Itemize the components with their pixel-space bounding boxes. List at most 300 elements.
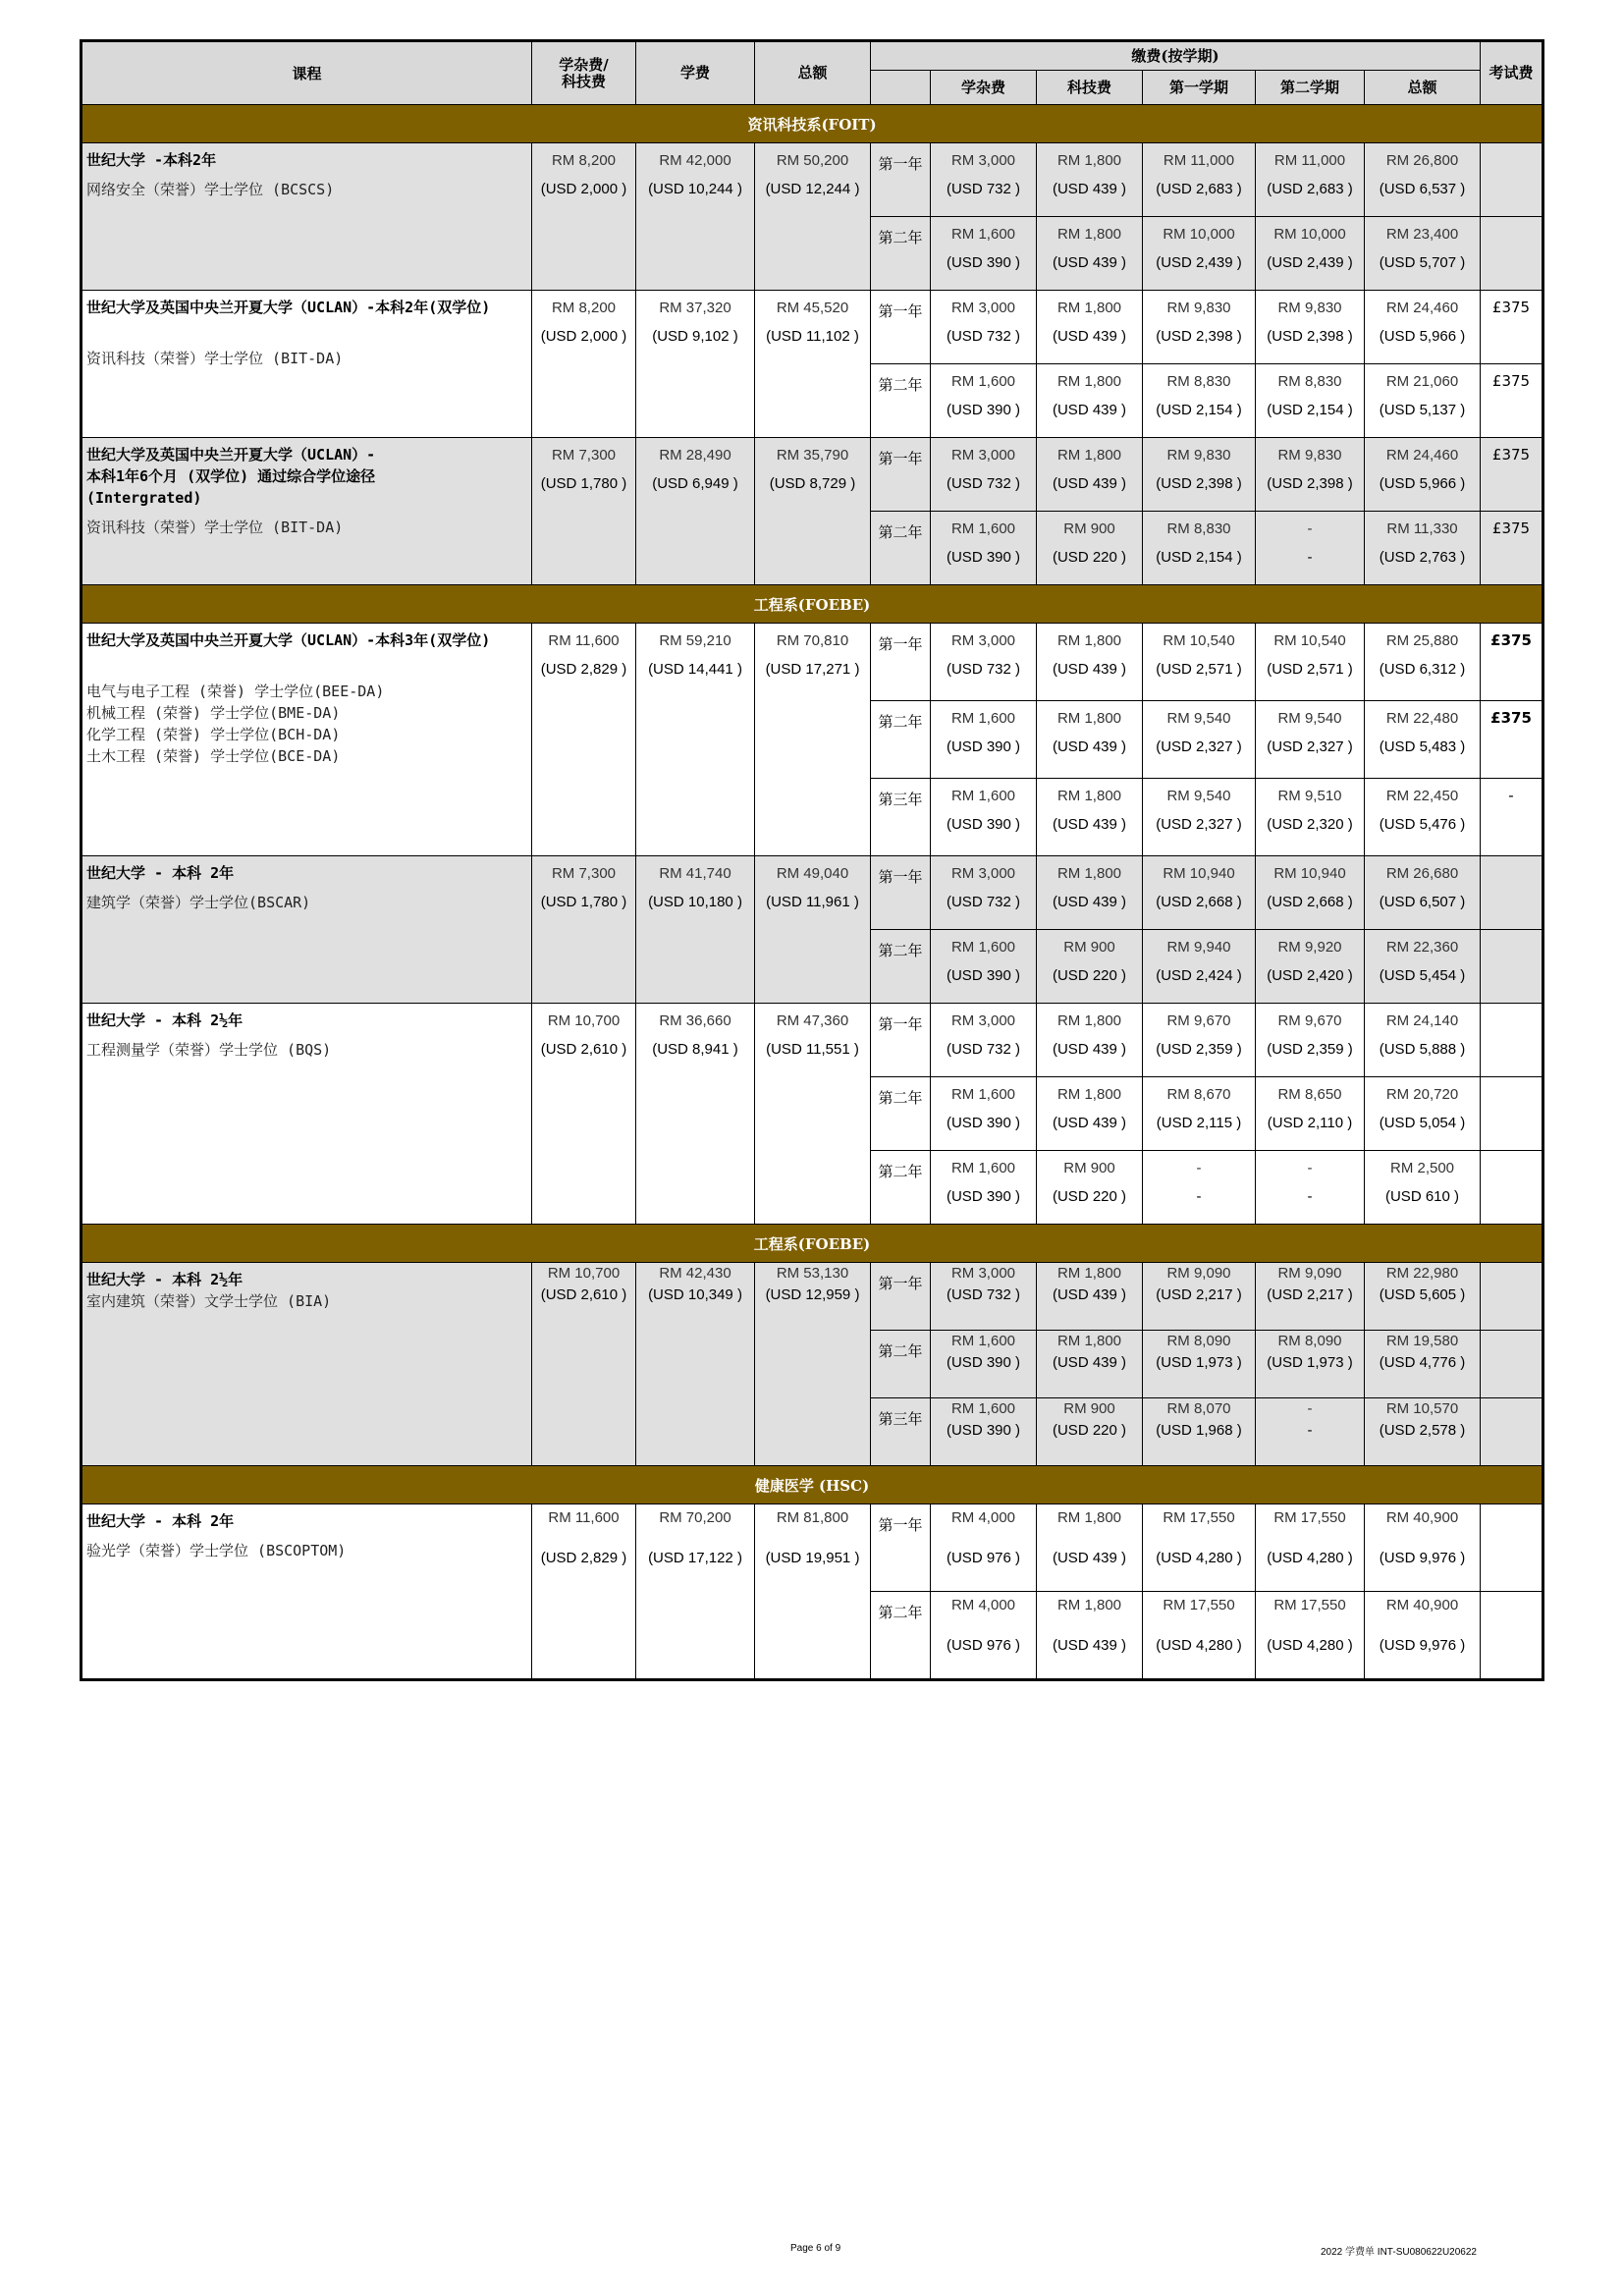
total-usd: (USD 8,729 ) xyxy=(769,475,856,492)
fee-usd: (USD 220 ) xyxy=(1052,549,1127,566)
misc-rm: RM 11,600 xyxy=(548,632,620,649)
fee-usd: (USD 2,154 ) xyxy=(1156,402,1242,418)
semester-fee-cell xyxy=(1256,779,1365,856)
semester-fee-cell xyxy=(1143,779,1256,856)
exam-fee xyxy=(1481,930,1543,1004)
semester-fee-cell xyxy=(1037,1504,1143,1592)
total-rm: RM 50,200 xyxy=(776,152,849,169)
semester-fee-cell xyxy=(931,1398,1037,1466)
total-usd: (USD 19,951 ) xyxy=(765,1550,860,1566)
semester-fee-cell xyxy=(1037,779,1143,856)
fee-usd: (USD 439 ) xyxy=(1052,1637,1127,1654)
semester-fee-cell xyxy=(1037,856,1143,930)
tuition-rm: RM 59,210 xyxy=(659,632,731,649)
fee-rm: RM 1,800 xyxy=(1056,1597,1122,1613)
semester-fee-cell xyxy=(1143,701,1256,779)
semester-fee-cell xyxy=(1256,701,1365,779)
fee-rm: RM 10,570 xyxy=(1385,1400,1459,1417)
fee-usd: (USD 439 ) xyxy=(1052,894,1127,910)
tuition-rm: RM 36,660 xyxy=(659,1012,731,1029)
total-usd: (USD 12,244 ) xyxy=(765,181,860,197)
fee-rm: RM 9,830 xyxy=(1166,300,1231,316)
semester-fee-cell xyxy=(1037,364,1143,438)
fee-rm: RM 26,680 xyxy=(1385,865,1459,882)
exam-fee xyxy=(1481,1504,1543,1592)
fee-usd: (USD 2,320 ) xyxy=(1267,816,1353,833)
program-total-cell xyxy=(755,624,871,856)
misc-usd: (USD 2,000 ) xyxy=(540,181,627,197)
fee-usd: (USD 6,312 ) xyxy=(1379,661,1466,678)
semester-fee-cell xyxy=(931,856,1037,930)
fee-rm: RM 10,000 xyxy=(1163,226,1235,243)
fee-usd: (USD 2,327 ) xyxy=(1156,738,1242,755)
tuition-rm: RM 42,000 xyxy=(659,152,731,169)
program-tuition-cell xyxy=(636,143,755,291)
fee-rm: RM 8,650 xyxy=(1277,1086,1342,1103)
semester-fee-cell xyxy=(931,364,1037,438)
semester-fee-cell xyxy=(1037,217,1143,291)
fee-usd: (USD 976 ) xyxy=(946,1637,1021,1654)
program-misc-cell xyxy=(532,438,636,585)
fee-usd: (USD 5,966 ) xyxy=(1379,328,1466,345)
fee-rm: RM 1,800 xyxy=(1056,710,1122,727)
program-total-cell xyxy=(755,856,871,1004)
fee-usd: (USD 4,280 ) xyxy=(1267,1550,1353,1566)
fee-rm: RM 1,800 xyxy=(1056,788,1122,804)
semester-fee-cell xyxy=(1143,1004,1256,1077)
fee-usd: (USD 5,888 ) xyxy=(1379,1041,1466,1058)
semester-fee-cell xyxy=(1365,1004,1481,1077)
program-degree: 验光学（荣誉）学士学位 (BSCOPTOM) xyxy=(86,1542,347,1559)
total-rm: RM 35,790 xyxy=(776,447,849,464)
semester-fee-cell xyxy=(931,779,1037,856)
fee-usd: (USD 732 ) xyxy=(946,181,1021,197)
section-header xyxy=(81,1466,1543,1504)
fee-usd: (USD 732 ) xyxy=(946,661,1021,678)
program-cell xyxy=(81,856,532,1004)
fee-rm: RM 1,800 xyxy=(1056,152,1122,169)
semester-fee-cell xyxy=(1365,217,1481,291)
semester-fee-cell xyxy=(1365,512,1481,585)
fee-rm: RM 8,830 xyxy=(1277,373,1342,390)
program-degree: 网络安全（荣誉）学士学位 (BCSCS) xyxy=(86,181,335,198)
section-title: 资讯科技系(FOIT) xyxy=(81,105,1543,143)
semester-fee-cell xyxy=(931,1004,1037,1077)
fee-usd: (USD 2,668 ) xyxy=(1267,894,1353,910)
fee-rm: RM 9,090 xyxy=(1277,1265,1342,1282)
fee-rm: RM 22,980 xyxy=(1385,1265,1459,1282)
fee-usd: (USD 1,973 ) xyxy=(1156,1354,1242,1371)
semester-fee-cell xyxy=(1365,1331,1481,1398)
fee-usd: (USD 439 ) xyxy=(1052,181,1127,197)
fee-usd: (USD 4,776 ) xyxy=(1379,1354,1466,1371)
fee-rm: RM 1,800 xyxy=(1056,632,1122,649)
exam-fee: £375 xyxy=(1481,624,1543,701)
fee-usd: (USD 732 ) xyxy=(946,328,1021,345)
program-degree: 室内建筑（荣誉）文学士学位 (BIA) xyxy=(86,1292,332,1310)
fee-rm: RM 24,460 xyxy=(1385,447,1459,464)
year-label: 第二年 xyxy=(871,1331,931,1398)
fee-rm: RM 1,600 xyxy=(950,788,1016,804)
program-row xyxy=(81,143,1543,217)
semester-fee-cell xyxy=(1365,930,1481,1004)
header-sub-sem2: 第二学期 xyxy=(1256,71,1365,105)
program-total-cell xyxy=(755,291,871,438)
year-label: 第一年 xyxy=(871,438,931,512)
fee-usd: (USD 5,483 ) xyxy=(1379,738,1466,755)
program-row xyxy=(81,291,1543,364)
fee-rm: RM 9,540 xyxy=(1166,710,1231,727)
fee-rm: - xyxy=(1307,520,1313,537)
fee-rm: RM 4,000 xyxy=(950,1509,1016,1526)
fee-rm: RM 10,000 xyxy=(1273,226,1346,243)
semester-fee-cell xyxy=(1256,856,1365,930)
fee-usd: (USD 2,359 ) xyxy=(1267,1041,1353,1058)
fee-usd: (USD 2,439 ) xyxy=(1156,254,1242,271)
fee-usd: (USD 1,968 ) xyxy=(1156,1422,1242,1439)
program-total-cell xyxy=(755,143,871,291)
exam-fee: £375 xyxy=(1481,291,1543,364)
fee-usd: (USD 439 ) xyxy=(1052,1041,1127,1058)
semester-fee-cell xyxy=(1256,512,1365,585)
tuition-rm: RM 70,200 xyxy=(659,1509,731,1526)
misc-rm: RM 8,200 xyxy=(551,300,617,316)
fee-rm: RM 10,540 xyxy=(1163,632,1235,649)
semester-fee-cell xyxy=(1365,1077,1481,1151)
semester-fee-cell xyxy=(1143,1151,1256,1225)
fee-rm: RM 17,550 xyxy=(1163,1597,1235,1613)
fee-rm: RM 11,000 xyxy=(1163,152,1235,169)
semester-fee-cell xyxy=(1365,779,1481,856)
fee-rm: RM 1,600 xyxy=(950,1333,1016,1349)
total-usd: (USD 17,271 ) xyxy=(765,661,860,678)
fee-usd: (USD 220 ) xyxy=(1052,1422,1127,1439)
program-misc-cell xyxy=(532,1263,636,1466)
fee-rm: RM 10,540 xyxy=(1273,632,1346,649)
fee-usd: (USD 2,424 ) xyxy=(1156,967,1242,984)
program-tuition-cell xyxy=(636,856,755,1004)
semester-fee-cell xyxy=(1143,1398,1256,1466)
exam-fee: £375 xyxy=(1481,701,1543,779)
fee-usd: (USD 2,398 ) xyxy=(1156,328,1242,345)
header-payment: 缴费(按学期) xyxy=(871,41,1481,71)
program-cell xyxy=(81,291,532,438)
semester-fee-cell xyxy=(1365,291,1481,364)
fee-usd: (USD 390 ) xyxy=(946,1188,1021,1205)
section-header xyxy=(81,105,1543,143)
fee-rm: RM 9,090 xyxy=(1166,1265,1231,1282)
fee-usd: (USD 4,280 ) xyxy=(1156,1637,1242,1654)
fee-usd: (USD 439 ) xyxy=(1052,738,1127,755)
fee-usd: (USD 2,217 ) xyxy=(1156,1286,1242,1303)
program-degree: 电气与电子工程 (荣誉) 学士学位(BEE-DA) 机械工程 (荣誉) 学士学位(BME-DA) 化学工程 (荣誉) 学士学位(BCH-DA) 土木工程 (荣誉) 学士学位(BCE-DA) xyxy=(86,683,385,765)
fee-rm: RM 1,800 xyxy=(1056,373,1122,390)
semester-fee-cell xyxy=(1037,291,1143,364)
fee-rm: RM 22,480 xyxy=(1385,710,1459,727)
program-cell xyxy=(81,1504,532,1680)
fee-rm: RM 9,830 xyxy=(1166,447,1231,464)
fee-rm: RM 23,400 xyxy=(1385,226,1459,243)
semester-fee-cell xyxy=(1037,1004,1143,1077)
fee-usd: (USD 390 ) xyxy=(946,254,1021,271)
fee-usd: (USD 9,976 ) xyxy=(1379,1550,1466,1566)
semester-fee-cell xyxy=(1365,438,1481,512)
fee-usd: (USD 5,476 ) xyxy=(1379,816,1466,833)
fee-usd: (USD 2,327 ) xyxy=(1267,738,1353,755)
misc-usd: (USD 1,780 ) xyxy=(540,894,627,910)
program-cell xyxy=(81,438,532,585)
fee-rm: RM 10,940 xyxy=(1163,865,1235,882)
program-degree: 资讯科技（荣誉）学士学位 (BIT-DA) xyxy=(86,519,344,536)
fee-rm: RM 3,000 xyxy=(950,1012,1016,1029)
fee-usd: (USD 2,327 ) xyxy=(1156,816,1242,833)
misc-usd: (USD 1,780 ) xyxy=(540,475,627,492)
semester-fee-cell xyxy=(1143,291,1256,364)
fee-rm: RM 21,060 xyxy=(1385,373,1459,390)
misc-rm: RM 8,200 xyxy=(551,152,617,169)
fee-usd: (USD 390 ) xyxy=(946,402,1021,418)
program-title: 世纪大学 - 本科 2½年 xyxy=(86,1271,244,1288)
semester-fee-cell xyxy=(1365,856,1481,930)
semester-fee-cell xyxy=(1037,143,1143,217)
exam-fee xyxy=(1481,1004,1543,1077)
fee-rm: RM 3,000 xyxy=(950,632,1016,649)
total-rm: RM 70,810 xyxy=(776,632,849,649)
fee-rm: RM 1,600 xyxy=(950,226,1016,243)
semester-fee-cell xyxy=(1143,930,1256,1004)
semester-fee-cell xyxy=(931,217,1037,291)
fee-rm: RM 19,580 xyxy=(1385,1333,1459,1349)
program-degree: 工程测量学（荣誉）学士学位 (BQS) xyxy=(86,1041,332,1059)
tuition-usd: (USD 6,949 ) xyxy=(652,475,738,492)
fee-rm: RM 9,510 xyxy=(1277,788,1342,804)
fee-rm: RM 24,140 xyxy=(1385,1012,1459,1029)
program-total-cell xyxy=(755,1004,871,1225)
fee-usd: (USD 4,280 ) xyxy=(1267,1637,1353,1654)
year-label: 第一年 xyxy=(871,624,931,701)
year-label: 第二年 xyxy=(871,217,931,291)
tuition-usd: (USD 10,349 ) xyxy=(648,1286,742,1303)
fee-rm: RM 3,000 xyxy=(950,447,1016,464)
program-tuition-cell xyxy=(636,291,755,438)
program-tuition-cell xyxy=(636,1004,755,1225)
misc-rm: RM 7,300 xyxy=(551,865,617,882)
semester-fee-cell xyxy=(1365,1263,1481,1331)
section-title: 健康医学 (HSC) xyxy=(81,1466,1543,1504)
misc-usd: (USD 2,610 ) xyxy=(540,1041,627,1058)
fee-usd: (USD 390 ) xyxy=(946,549,1021,566)
total-rm: RM 45,520 xyxy=(776,300,849,316)
misc-rm: RM 10,700 xyxy=(547,1265,621,1282)
total-rm: RM 47,360 xyxy=(776,1012,849,1029)
header-sub-sem1: 第一学期 xyxy=(1143,71,1256,105)
tuition-usd: (USD 17,122 ) xyxy=(648,1550,742,1566)
semester-fee-cell xyxy=(1143,1331,1256,1398)
tuition-usd: (USD 9,102 ) xyxy=(652,328,738,345)
tuition-rm: RM 37,320 xyxy=(659,300,731,316)
fee-usd: (USD 439 ) xyxy=(1052,254,1127,271)
fee-usd: (USD 5,137 ) xyxy=(1379,402,1466,418)
fee-rm: RM 17,550 xyxy=(1163,1509,1235,1526)
fee-rm: RM 1,600 xyxy=(950,1400,1016,1417)
semester-fee-cell xyxy=(1143,1077,1256,1151)
total-usd: (USD 11,961 ) xyxy=(766,894,859,910)
fee-usd: (USD 390 ) xyxy=(946,1115,1021,1131)
fee-usd: (USD 732 ) xyxy=(946,1286,1021,1303)
exam-fee xyxy=(1481,1592,1543,1680)
fee-rm: RM 9,540 xyxy=(1166,788,1231,804)
semester-fee-cell xyxy=(1037,624,1143,701)
semester-fee-cell xyxy=(1037,1077,1143,1151)
fee-rm: RM 9,830 xyxy=(1277,447,1342,464)
program-tuition-cell xyxy=(636,624,755,856)
semester-fee-cell xyxy=(1143,856,1256,930)
semester-fee-cell xyxy=(1365,624,1481,701)
tuition-usd: (USD 10,180 ) xyxy=(648,894,742,910)
program-title: 世纪大学及英国中央兰开夏大学（UCLAN）-本科2年(双学位) xyxy=(86,299,491,316)
fee-usd: (USD 439 ) xyxy=(1052,1354,1127,1371)
year-label: 第二年 xyxy=(871,1151,931,1225)
header-sub-total: 总额 xyxy=(1365,71,1481,105)
program-row xyxy=(81,624,1543,701)
semester-fee-cell xyxy=(1256,1504,1365,1592)
semester-fee-cell xyxy=(1256,438,1365,512)
exam-fee xyxy=(1481,1151,1543,1225)
fee-rm: RM 17,550 xyxy=(1273,1597,1346,1613)
semester-fee-cell xyxy=(1037,930,1143,1004)
fee-rm: RM 8,830 xyxy=(1166,373,1231,390)
year-label: 第一年 xyxy=(871,1504,931,1592)
year-label: 第一年 xyxy=(871,291,931,364)
fee-usd: (USD 220 ) xyxy=(1052,967,1127,984)
fee-usd: (USD 2,359 ) xyxy=(1156,1041,1242,1058)
program-tuition-cell xyxy=(636,438,755,585)
semester-fee-cell xyxy=(1256,1398,1365,1466)
total-usd: (USD 11,551 ) xyxy=(766,1041,859,1058)
exam-fee: £375 xyxy=(1481,364,1543,438)
program-title: 世纪大学及英国中央兰开夏大学（UCLAN）-本科3年(双学位) xyxy=(86,631,491,649)
fee-rm: RM 9,540 xyxy=(1277,710,1342,727)
semester-fee-cell xyxy=(931,438,1037,512)
section-header xyxy=(81,1225,1543,1263)
semester-fee-cell xyxy=(1143,1592,1256,1680)
semester-fee-cell xyxy=(1143,217,1256,291)
fee-usd: (USD 2,398 ) xyxy=(1156,475,1242,492)
program-title: 世纪大学 -本科2年 xyxy=(86,151,217,169)
fee-rm: RM 8,090 xyxy=(1166,1333,1231,1349)
program-cell xyxy=(81,624,532,856)
section-header xyxy=(81,585,1543,624)
fee-usd: (USD 2,683 ) xyxy=(1267,181,1353,197)
fee-rm: RM 1,600 xyxy=(950,373,1016,390)
exam-fee: £375 xyxy=(1481,512,1543,585)
semester-fee-cell xyxy=(931,1151,1037,1225)
semester-fee-cell xyxy=(931,512,1037,585)
fee-usd: (USD 2,571 ) xyxy=(1267,661,1353,678)
tuition-usd: (USD 8,941 ) xyxy=(652,1041,738,1058)
fee-usd: (USD 439 ) xyxy=(1052,816,1127,833)
header-misc-tech: 学杂费/ 科技费 xyxy=(532,41,636,105)
fee-rm: RM 2,500 xyxy=(1389,1160,1455,1176)
fee-rm: - xyxy=(1307,1160,1313,1176)
header-sub-misc: 学杂费 xyxy=(931,71,1037,105)
semester-fee-cell xyxy=(1037,438,1143,512)
program-title: 世纪大学及英国中央兰开夏大学（UCLAN）- 本科1年6个月 (双学位) 通过综合学位途径 (Intergrated) xyxy=(86,446,376,507)
semester-fee-cell xyxy=(1037,512,1143,585)
program-misc-cell xyxy=(532,1004,636,1225)
tuition-usd: (USD 14,441 ) xyxy=(648,661,742,678)
exam-fee xyxy=(1481,1077,1543,1151)
semester-fee-cell xyxy=(1143,364,1256,438)
fee-rm: RM 1,800 xyxy=(1056,1086,1122,1103)
fee-usd: (USD 2,668 ) xyxy=(1156,894,1242,910)
semester-fee-cell xyxy=(1256,143,1365,217)
semester-fee-cell xyxy=(1365,701,1481,779)
fee-rm: RM 9,920 xyxy=(1277,939,1342,956)
program-total-cell xyxy=(755,1504,871,1680)
semester-fee-cell xyxy=(1365,364,1481,438)
fee-rm: RM 1,800 xyxy=(1056,1509,1122,1526)
fee-rm: RM 1,600 xyxy=(950,1160,1016,1176)
year-label: 第二年 xyxy=(871,930,931,1004)
fee-usd: (USD 439 ) xyxy=(1052,1550,1127,1566)
fee-rm: RM 9,830 xyxy=(1277,300,1342,316)
year-label: 第一年 xyxy=(871,856,931,930)
table-header xyxy=(81,41,1543,105)
program-total-cell xyxy=(755,438,871,585)
fee-rm: RM 8,830 xyxy=(1166,520,1231,537)
exam-fee xyxy=(1481,1398,1543,1466)
exam-fee: £375 xyxy=(1481,438,1543,512)
semester-fee-cell xyxy=(1256,291,1365,364)
fee-rm: RM 25,880 xyxy=(1385,632,1459,649)
fee-rm: RM 900 xyxy=(1063,520,1115,537)
year-label: 第一年 xyxy=(871,143,931,217)
fee-rm: RM 10,940 xyxy=(1273,865,1346,882)
fee-rm: RM 1,600 xyxy=(950,710,1016,727)
semester-fee-cell xyxy=(931,624,1037,701)
fee-rm: RM 3,000 xyxy=(950,152,1016,169)
section-title: 工程系(FOEBE) xyxy=(81,585,1543,624)
semester-fee-cell xyxy=(1143,143,1256,217)
fee-usd: (USD 439 ) xyxy=(1052,1286,1127,1303)
semester-fee-cell xyxy=(931,143,1037,217)
fee-rm: RM 1,800 xyxy=(1056,865,1122,882)
fee-rm: RM 900 xyxy=(1063,939,1115,956)
fee-usd: (USD 2,154 ) xyxy=(1267,402,1353,418)
total-rm: RM 53,130 xyxy=(776,1265,849,1282)
program-row xyxy=(81,1263,1543,1331)
fee-usd: (USD 2,115 ) xyxy=(1156,1115,1242,1131)
fee-rm: RM 1,800 xyxy=(1056,447,1122,464)
program-degree: 资讯科技（荣誉）学士学位 (BIT-DA) xyxy=(86,350,344,367)
fee-usd: (USD 5,707 ) xyxy=(1379,254,1466,271)
exam-fee xyxy=(1481,1263,1543,1331)
semester-fee-cell xyxy=(1256,624,1365,701)
fee-usd: (USD 2,398 ) xyxy=(1267,475,1353,492)
semester-fee-cell xyxy=(1256,1151,1365,1225)
tuition-rm: RM 28,490 xyxy=(659,447,731,464)
semester-fee-cell xyxy=(1365,1592,1481,1680)
misc-usd: (USD 2,829 ) xyxy=(540,661,627,678)
fee-usd: (USD 4,280 ) xyxy=(1156,1550,1242,1566)
program-degree: 建筑学（荣誉）学士学位(BSCAR) xyxy=(86,894,311,911)
header-sub-tech: 科技费 xyxy=(1037,71,1143,105)
program-title: 世纪大学 - 本科 2年 xyxy=(86,1512,235,1530)
program-tuition-cell xyxy=(636,1504,755,1680)
semester-fee-cell xyxy=(1037,701,1143,779)
misc-usd: (USD 2,610 ) xyxy=(540,1286,627,1303)
